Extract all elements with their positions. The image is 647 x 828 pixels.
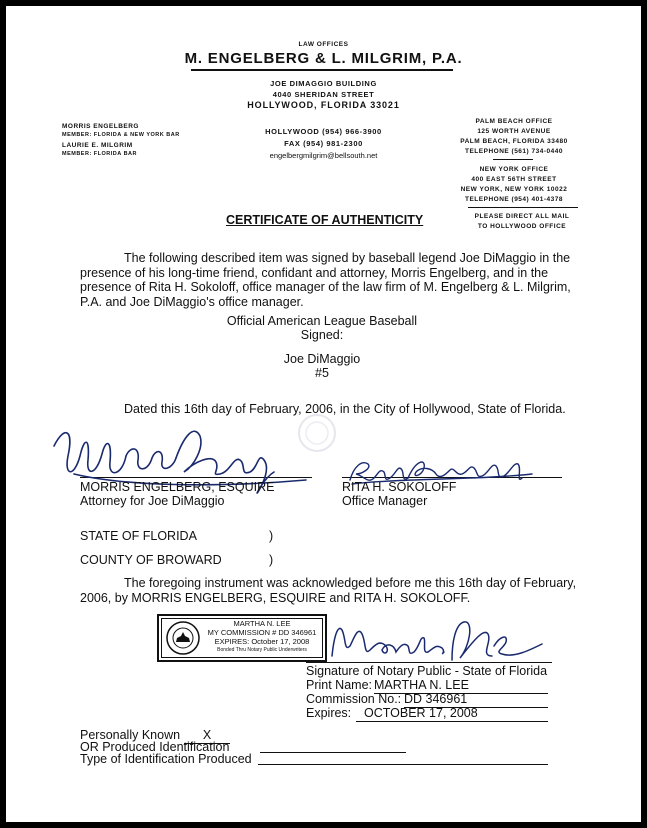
building-name: JOE DIMAGGIO BUILDING (270, 79, 377, 88)
stamp-name: MARTHA N. LEE (233, 619, 291, 628)
left-signer-name: MORRIS ENGELBERG, ESQUIRE (80, 480, 275, 494)
certificate-title: CERTIFICATE OF AUTHENTICITY (226, 213, 424, 227)
office-divider (493, 159, 533, 160)
expires-value: OCTOBER 17, 2008 (356, 706, 548, 722)
personally-known-label: Personally Known (80, 728, 181, 742)
item-line-2: Signed: (300, 328, 344, 342)
palm-beach-city: PALM BEACH, FLORIDA 33480 (460, 138, 568, 145)
produced-identification-label: OR Produced Identification (80, 740, 230, 754)
palm-beach-street: 125 WORTH AVENUE (477, 128, 551, 135)
firm-name-rule (191, 69, 453, 71)
county-paren: ) (269, 553, 274, 567)
item-line-4: #5 (315, 366, 329, 380)
attorney-2-bar: MEMBER: FLORIDA BAR (62, 151, 137, 157)
stamp-expires: EXPIRES: October 17, 2008 (214, 637, 310, 646)
law-offices-label: LAW OFFICES (298, 41, 349, 48)
building-city: HOLLYWOOD, FLORIDA 33021 (247, 100, 400, 110)
certificate-intro: The following described item was signed by baseball legend Joe DiMaggio in the presence of his long-time friend, confidant and attorney, Morris Engelberg, and in the presence of Rita H. Sokoloff, office manager of the law firm of M. Engelberg & L. Milgrim, P.A. and Joe DiMaggio's office manager. (80, 251, 571, 309)
building-street: 4040 SHERIDAN STREET (272, 90, 375, 99)
item-line-1: Official American League Baseball (226, 314, 418, 328)
state-label: STATE OF FLORIDA (80, 529, 197, 543)
mail-note-line-1: PLEASE DIRECT ALL MAIL (474, 213, 570, 220)
mail-note-line-2: TO HOLLYWOOD OFFICE (477, 223, 567, 230)
dated-line: Dated this 16th day of February, 2006, in the City of Hollywood, State of Florida. (124, 402, 566, 416)
county-label: COUNTY OF BROWARD (80, 553, 222, 567)
new-york-title: NEW YORK OFFICE (479, 166, 549, 173)
identification-type-line (258, 764, 548, 765)
notary-stamp (157, 614, 327, 662)
produced-identification-line (260, 752, 406, 753)
right-signer-title: Office Manager (342, 494, 428, 508)
stamp-commission: MY COMMISSION # DD 346961 (207, 628, 317, 637)
acknowledgement-text: The foregoing instrument was acknowledged before me this 16th day of February, 2006, by MORRIS ENGELBERG, ESQUIRE and RITA H. SOKOLOFF. (80, 576, 577, 605)
attorney-2-name: LAURIE E. MILGRIM (62, 142, 133, 149)
item-line-3: Joe DiMaggio (283, 352, 361, 366)
expires-label: Expires: (306, 706, 352, 720)
new-york-phone: TELEPHONE (954) 401-4378 (465, 196, 563, 203)
left-signer-title: Attorney for Joe DiMaggio (80, 494, 225, 508)
notary-signature-line (306, 662, 552, 663)
commission-value: DD 346961 (404, 692, 548, 708)
new-york-city: NEW YORK, NEW YORK 10022 (460, 186, 568, 193)
state-paren: ) (269, 529, 274, 543)
attorney-1-bar: MEMBER: FLORIDA & NEW YORK BAR (62, 132, 180, 138)
notary-seal-icon (165, 620, 201, 656)
firm-name: M. ENGELBERG & L. MILGRIM, P.A. (184, 50, 463, 67)
hollywood-phone: HOLLYWOOD (954) 966-3900 (265, 127, 382, 136)
print-name-value: MARTHA N. LEE (374, 678, 548, 694)
certificate-page (6, 6, 641, 822)
stamp-bonded: Bonded Thru Notary Public Underwriters (217, 647, 307, 653)
palm-beach-phone: TELEPHONE (561) 734-0440 (465, 148, 563, 155)
commission-label: Commission No.: (306, 692, 402, 706)
right-signer-name: RITA H. SOKOLOFF (342, 480, 457, 494)
notary-signature (324, 616, 554, 668)
new-york-street: 400 EAST 56TH STREET (471, 176, 557, 183)
mail-note-rule (468, 207, 578, 208)
attorney-1-name: MORRIS ENGELBERG (62, 123, 139, 130)
palm-beach-title: PALM BEACH OFFICE (475, 118, 553, 125)
print-name-label: Print Name: (306, 678, 372, 692)
email-address: engelbergmilgrim@bellsouth.net (269, 151, 378, 160)
personally-known-value: X (184, 728, 230, 744)
notary-signature-label: Signature of Notary Public - State of Florida (306, 664, 548, 678)
fax-number: FAX (954) 981-2300 (284, 139, 363, 148)
identification-type-label: Type of Identification Produced (80, 752, 252, 766)
